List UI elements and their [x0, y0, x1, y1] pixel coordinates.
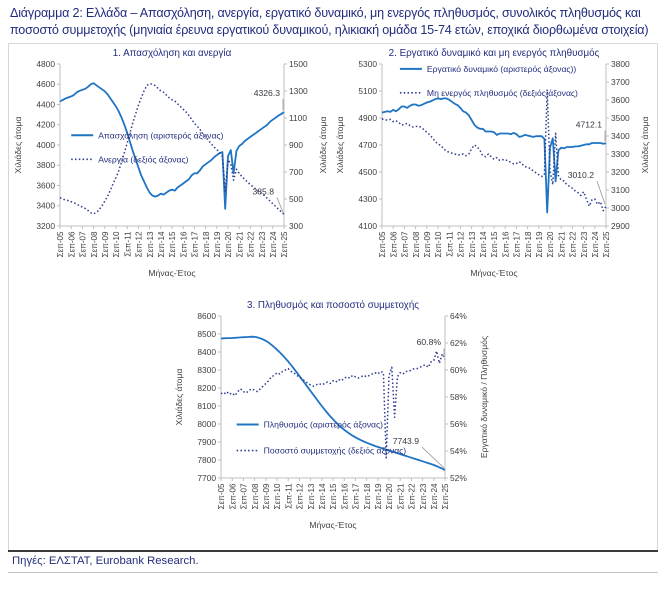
svg-text:Σεπ-12: Σεπ-12 [295, 483, 305, 510]
svg-text:Σεπ-25: Σεπ-25 [602, 231, 612, 258]
svg-text:Σεπ-09: Σεπ-09 [262, 483, 271, 510]
svg-text:Σεπ-05: Σεπ-05 [217, 483, 227, 510]
svg-text:Σεπ-09: Σεπ-09 [101, 231, 110, 258]
svg-text:4700: 4700 [358, 140, 377, 151]
svg-text:Χιλιάδες άτομα: Χιλιάδες άτομα [13, 117, 23, 174]
svg-text:7900: 7900 [197, 437, 216, 448]
svg-text:Σεπ-25: Σεπ-25 [441, 483, 451, 510]
svg-text:58%: 58% [450, 392, 467, 403]
svg-text:Σεπ-16: Σεπ-16 [501, 231, 511, 258]
svg-text:4712.1: 4712.1 [575, 119, 602, 130]
svg-text:Σεπ-23: Σεπ-23 [257, 231, 267, 258]
svg-text:300: 300 [289, 221, 303, 232]
svg-text:3400: 3400 [611, 131, 630, 142]
svg-text:2900: 2900 [611, 221, 630, 232]
svg-text:3200: 3200 [611, 167, 630, 178]
svg-text:7700: 7700 [197, 473, 216, 484]
svg-text:Σεπ-13: Σεπ-13 [467, 231, 477, 258]
svg-text:3600: 3600 [36, 180, 55, 191]
svg-text:8500: 8500 [197, 329, 216, 340]
svg-text:Σεπ-19: Σεπ-19 [535, 231, 544, 258]
svg-text:Σεπ-23: Σεπ-23 [418, 483, 428, 510]
svg-text:8000: 8000 [197, 419, 216, 430]
svg-text:385.8: 385.8 [252, 186, 274, 197]
svg-text:Σεπ-10: Σεπ-10 [434, 231, 444, 258]
svg-text:8400: 8400 [197, 347, 216, 358]
svg-text:3300: 3300 [611, 149, 630, 160]
svg-text:900: 900 [289, 140, 303, 151]
svg-text:Σεπ-14: Σεπ-14 [318, 483, 327, 510]
svg-text:Σεπ-20: Σεπ-20 [224, 231, 234, 258]
svg-text:3500: 3500 [611, 113, 630, 124]
svg-text:Σεπ-11: Σεπ-11 [445, 231, 455, 258]
svg-text:Ανεργία (δεξιός άξονας): Ανεργία (δεξιός άξονας) [98, 154, 189, 165]
svg-text:7743.9: 7743.9 [392, 436, 419, 447]
svg-text:Μήνας-Έτος: Μήνας-Έτος [470, 268, 518, 279]
svg-text:Χιλιάδες άτομα: Χιλιάδες άτομα [174, 369, 184, 426]
svg-text:Σεπ-24: Σεπ-24 [591, 231, 600, 258]
svg-text:Σεπ-19: Σεπ-19 [374, 483, 383, 510]
svg-text:Σεπ-14: Σεπ-14 [479, 231, 488, 258]
svg-text:3800: 3800 [611, 59, 630, 70]
svg-text:4300: 4300 [358, 194, 377, 205]
svg-text:Σεπ-22: Σεπ-22 [246, 231, 256, 258]
figure-title: Διάγραμμα 2: Ελλάδα – Απασχόληση, ανεργία, εργατικό δυναμικό, μη ενεργός πληθυσμός, συνολικός πληθυσμός και ποσοστό συμμετοχής (μηνιαία έρευνα εργατικού δυναμικού, ηλικιακή ομάδα 15-74 ετών, εποχικά διορθωμένα στοιχεία) [10, 6, 649, 37]
svg-text:8300: 8300 [197, 365, 216, 376]
svg-text:7800: 7800 [197, 455, 216, 466]
svg-text:64%: 64% [450, 311, 467, 322]
svg-text:62%: 62% [450, 338, 467, 349]
svg-text:Εργατικό δυναμικό / Πληθυσμός: Εργατικό δυναμικό / Πληθυσμός [479, 336, 489, 459]
svg-text:4000: 4000 [36, 140, 55, 151]
svg-text:1300: 1300 [289, 86, 308, 97]
sources-note: Πηγές: ΕΛΣΤΑΤ, Eurobank Research. [8, 550, 658, 573]
svg-text:Σεπ-22: Σεπ-22 [407, 483, 417, 510]
svg-text:1100: 1100 [289, 113, 308, 124]
svg-text:3000: 3000 [611, 203, 630, 214]
svg-text:Σεπ-06: Σεπ-06 [389, 231, 399, 258]
svg-text:Σεπ-07: Σεπ-07 [78, 231, 88, 258]
chart-laborforce-inactive [334, 46, 654, 298]
svg-text:4500: 4500 [358, 167, 377, 178]
svg-text:Σεπ-23: Σεπ-23 [579, 231, 589, 258]
svg-text:Χιλιάδες άτομα: Χιλιάδες άτομα [318, 117, 328, 174]
svg-text:700: 700 [289, 167, 303, 178]
svg-text:52%: 52% [450, 473, 467, 484]
svg-text:Σεπ-12: Σεπ-12 [134, 231, 144, 258]
svg-text:4800: 4800 [36, 59, 55, 70]
charts-row-bottom [12, 298, 654, 550]
svg-text:Σεπ-14: Σεπ-14 [157, 231, 166, 258]
svg-text:54%: 54% [450, 446, 467, 457]
svg-text:Σεπ-16: Σεπ-16 [179, 231, 189, 258]
svg-text:Σεπ-10: Σεπ-10 [273, 483, 283, 510]
svg-text:Σεπ-15: Σεπ-15 [168, 231, 178, 258]
svg-text:Σεπ-08: Σεπ-08 [250, 483, 260, 510]
svg-text:Μήνας-Έτος: Μήνας-Έτος [148, 268, 196, 279]
svg-text:1. Απασχόληση και ανεργία: 1. Απασχόληση και ανεργία [112, 48, 232, 60]
svg-text:3010.2: 3010.2 [567, 170, 594, 181]
svg-text:Σεπ-21: Σεπ-21 [235, 231, 245, 258]
svg-text:Σεπ-13: Σεπ-13 [306, 483, 316, 510]
svg-text:3100: 3100 [611, 185, 630, 196]
svg-text:1500: 1500 [289, 59, 308, 70]
svg-text:Σεπ-16: Σεπ-16 [340, 483, 350, 510]
svg-text:Σεπ-18: Σεπ-18 [362, 483, 372, 510]
svg-text:8600: 8600 [197, 311, 216, 322]
charts-row-top [12, 46, 654, 298]
svg-text:4200: 4200 [36, 120, 55, 131]
svg-text:Σεπ-17: Σεπ-17 [351, 483, 361, 510]
chart-employment-unemployment [12, 46, 332, 298]
svg-text:Ποσοστό συμμετοχής (δεξιός άξο: Ποσοστό συμμετοχής (δεξιός άξονας) [263, 446, 407, 457]
svg-text:Σεπ-21: Σεπ-21 [396, 483, 406, 510]
svg-text:Σεπ-15: Σεπ-15 [329, 483, 339, 510]
svg-text:Σεπ-20: Σεπ-20 [546, 231, 556, 258]
svg-text:60%: 60% [450, 365, 467, 376]
svg-text:4400: 4400 [36, 99, 55, 110]
svg-text:Σεπ-22: Σεπ-22 [568, 231, 578, 258]
svg-text:Χιλιάδες άτομα: Χιλιάδες άτομα [335, 117, 345, 174]
svg-text:4900: 4900 [358, 113, 377, 124]
svg-text:4100: 4100 [358, 221, 377, 232]
svg-text:Σεπ-17: Σεπ-17 [190, 231, 200, 258]
svg-text:4326.3: 4326.3 [253, 88, 280, 99]
svg-text:Σεπ-18: Σεπ-18 [523, 231, 533, 258]
svg-text:Σεπ-09: Σεπ-09 [423, 231, 432, 258]
svg-text:3400: 3400 [36, 201, 55, 212]
svg-text:Σεπ-17: Σεπ-17 [512, 231, 522, 258]
charts-panel [8, 43, 658, 550]
svg-text:Σεπ-11: Σεπ-11 [123, 231, 133, 258]
svg-text:3600: 3600 [611, 95, 630, 106]
svg-text:Σεπ-12: Σεπ-12 [456, 231, 466, 258]
svg-text:Σεπ-08: Σεπ-08 [89, 231, 99, 258]
svg-text:Σεπ-10: Σεπ-10 [112, 231, 122, 258]
svg-text:8100: 8100 [197, 401, 216, 412]
svg-text:Απασχόληση (αριστερός άξονας): Απασχόληση (αριστερός άξονας) [98, 130, 224, 141]
svg-text:Σεπ-07: Σεπ-07 [239, 483, 249, 510]
svg-text:Πληθυσμός (αριστερός άξονας): Πληθυσμός (αριστερός άξονας) [263, 420, 384, 431]
svg-text:Σεπ-05: Σεπ-05 [56, 231, 66, 258]
svg-text:Σεπ-07: Σεπ-07 [400, 231, 410, 258]
svg-text:56%: 56% [450, 419, 467, 430]
svg-text:Σεπ-08: Σεπ-08 [411, 231, 421, 258]
svg-text:3800: 3800 [36, 160, 55, 171]
svg-text:Σεπ-19: Σεπ-19 [213, 231, 222, 258]
svg-text:Σεπ-11: Σεπ-11 [284, 483, 294, 510]
svg-text:Σεπ-15: Σεπ-15 [490, 231, 500, 258]
svg-text:Σεπ-25: Σεπ-25 [280, 231, 290, 258]
svg-text:Μήνας-Έτος: Μήνας-Έτος [309, 520, 357, 531]
svg-text:Χιλιάδες άτομα: Χιλιάδες άτομα [640, 117, 650, 174]
svg-text:3. Πληθυσμός και ποσοστό συμμε: 3. Πληθυσμός και ποσοστό συμμετοχής [247, 300, 419, 312]
svg-text:Σεπ-06: Σεπ-06 [228, 483, 238, 510]
svg-text:8200: 8200 [197, 383, 216, 394]
svg-text:Σεπ-13: Σεπ-13 [145, 231, 155, 258]
svg-text:Σεπ-24: Σεπ-24 [430, 483, 439, 510]
svg-text:5100: 5100 [358, 86, 377, 97]
svg-text:Σεπ-18: Σεπ-18 [201, 231, 211, 258]
svg-text:2. Εργατικό δυναμικό και μη εν: 2. Εργατικό δυναμικό και μη ενεργός πληθυσμός [388, 48, 600, 60]
svg-text:Εργατικό δυναμικό (αριστερός ά: Εργατικό δυναμικό (αριστερός άξονας)) [426, 64, 577, 75]
svg-text:Σεπ-06: Σεπ-06 [67, 231, 77, 258]
svg-text:3200: 3200 [36, 221, 55, 232]
svg-text:Σεπ-24: Σεπ-24 [269, 231, 278, 258]
svg-text:Σεπ-20: Σεπ-20 [385, 483, 395, 510]
svg-text:4600: 4600 [36, 79, 55, 90]
svg-text:60.8%: 60.8% [416, 337, 441, 348]
svg-text:500: 500 [289, 194, 303, 205]
svg-text:5300: 5300 [358, 59, 377, 70]
chart-population-participation [173, 298, 493, 550]
svg-text:Μη ενεργός πληθυσμός (δεξιός ά: Μη ενεργός πληθυσμός (δεξιός άξονας) [426, 88, 578, 99]
svg-text:3700: 3700 [611, 77, 630, 88]
svg-text:Σεπ-21: Σεπ-21 [557, 231, 567, 258]
svg-text:Σεπ-05: Σεπ-05 [378, 231, 388, 258]
